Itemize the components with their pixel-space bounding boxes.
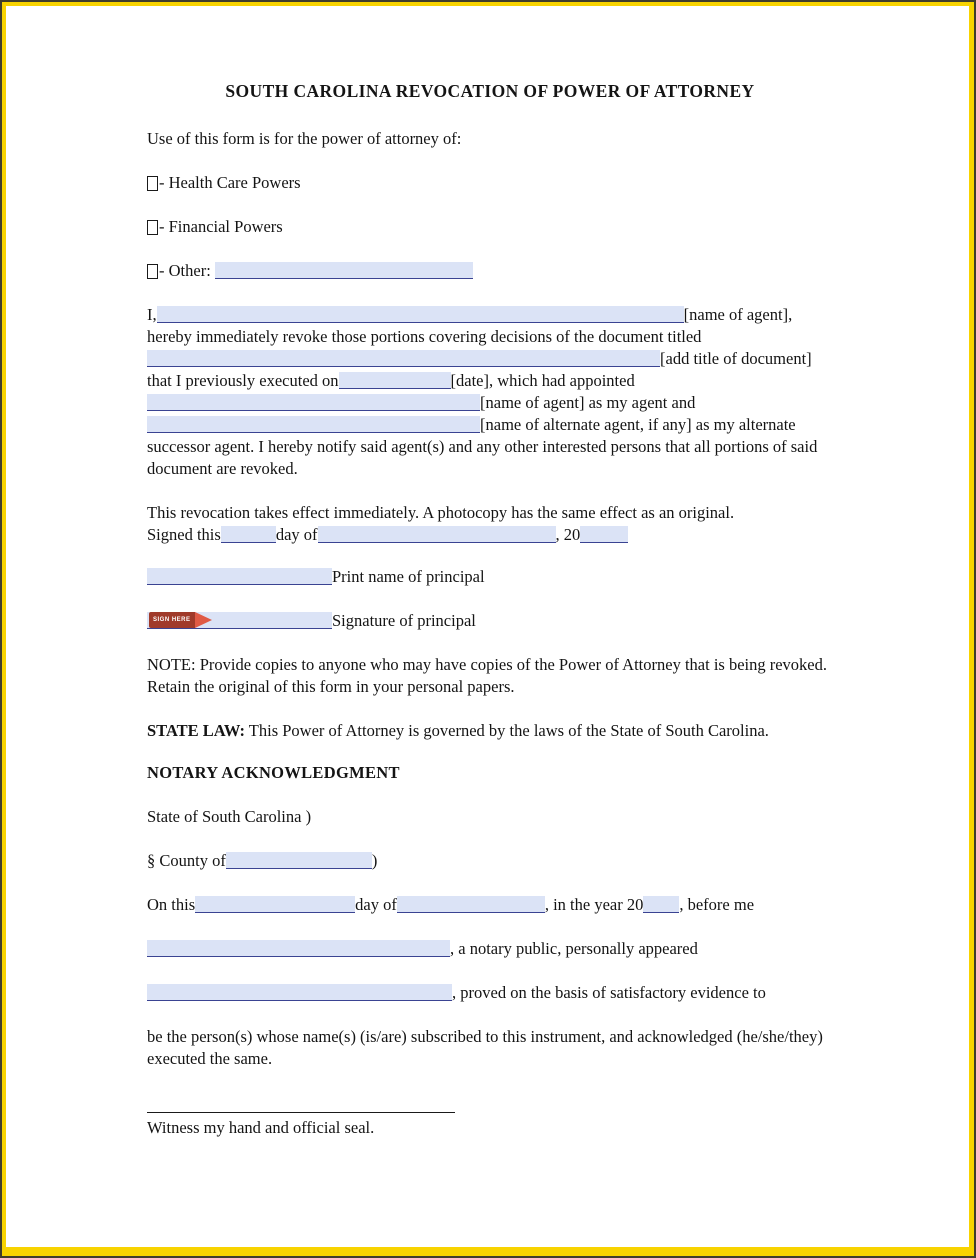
text-segment: Signed this	[147, 525, 221, 544]
signature-row	[147, 610, 833, 632]
option-other-label: - Other:	[159, 261, 211, 280]
print-name-row	[147, 566, 833, 588]
option-health-care-label: - Health Care Powers	[159, 173, 301, 192]
appeared-line	[147, 982, 833, 1004]
text-segment: )	[371, 851, 378, 870]
notary-heading: NOTARY ACKNOWLEDGMENT	[147, 763, 400, 782]
option-other	[147, 260, 833, 282]
document-title-field[interactable]	[147, 350, 660, 367]
text-segment: , proved on the basis of satisfactory evidence to	[452, 983, 766, 1002]
text-segment: day of	[355, 895, 397, 914]
signed-year-field[interactable]	[580, 526, 628, 543]
notary-month-field[interactable]	[397, 896, 545, 913]
appointed-agent-field[interactable]	[147, 394, 480, 411]
signed-month-field[interactable]	[318, 526, 556, 543]
sign-here-arrow-icon	[195, 612, 212, 628]
signed-day-field[interactable]	[221, 526, 276, 543]
signature-label: Signature of principal	[332, 611, 476, 630]
text-segment: document] that I previously executed on	[147, 349, 812, 390]
other-checkbox[interactable]	[147, 264, 158, 279]
text-segment: , a notary public, personally appeared	[450, 939, 698, 958]
notary-name-field[interactable]	[147, 940, 450, 957]
text-segment: [name of agent] as my agent and	[480, 393, 696, 412]
text-segment: , in the year 20	[544, 895, 644, 914]
state-law-text: This Power of Attorney is governed by the laws of the State of South Carolina.	[248, 721, 769, 740]
financial-checkbox[interactable]	[147, 220, 158, 235]
text-segment: [name of agent],	[683, 305, 793, 324]
note-paragraph: NOTE: Provide copies to anyone who may have copies of the Power of Attorney that is being revoked. Retain the original of this form in your personal papers.	[147, 655, 828, 696]
text-segment: § County of	[147, 851, 226, 870]
text-segment: alternate successor agent. I hereby notify said agent(s) and any other interested persons that all portions of said document are revoked.	[147, 415, 818, 478]
signed-line	[147, 524, 833, 546]
sign-here-text: SIGN HERE	[149, 612, 195, 628]
execution-date-field[interactable]	[339, 372, 451, 389]
notary-state-line: State of South Carolina )	[147, 807, 312, 826]
alternate-agent-field[interactable]	[147, 416, 480, 433]
text-segment: [add title of	[660, 349, 737, 368]
state-law-label: STATE LAW:	[147, 721, 245, 740]
option-financial	[147, 216, 833, 238]
text-segment: I,	[147, 305, 157, 324]
signature-field[interactable]	[147, 612, 332, 629]
notary-name-line	[147, 938, 833, 960]
effect-line: This revocation takes effect immediately. A photocopy has the same effect as an original.	[147, 503, 735, 522]
notary-signature-line[interactable]	[147, 1112, 455, 1113]
text-segment: , 20	[555, 525, 581, 544]
other-description-field[interactable]	[215, 262, 473, 279]
county-field[interactable]	[226, 852, 372, 869]
notary-county-line	[147, 850, 833, 872]
notary-day-field[interactable]	[195, 896, 355, 913]
document-title: SOUTH CAROLINA REVOCATION OF POWER OF ATTORNEY	[225, 81, 755, 101]
intro-line: Use of this form is for the power of attorney of:	[147, 129, 462, 148]
text-segment: day of	[275, 525, 318, 544]
text-segment: On this	[147, 895, 196, 914]
sign-here-sticker	[149, 612, 212, 628]
print-name-label: Print name of principal	[332, 567, 485, 586]
print-name-field[interactable]	[147, 568, 332, 585]
notary-date-line	[147, 894, 833, 916]
health-care-checkbox[interactable]	[147, 176, 158, 191]
text-segment: hereby immediately revoke those portions covering decisions of the document titled	[147, 327, 702, 346]
revocation-paragraph	[147, 304, 833, 480]
option-health-care	[147, 172, 833, 194]
state-law-paragraph	[147, 720, 833, 742]
text-segment: [name of alternate agent, if any] as my	[480, 415, 735, 434]
acknowledge-paragraph: be the person(s) whose name(s) (is/are) subscribed to this instrument, and acknowledged (he/she/they) executed the same.	[147, 1027, 823, 1068]
notary-year-field[interactable]	[643, 896, 679, 913]
text-segment: [date], which had appointed	[450, 371, 635, 390]
text-segment: , before me	[679, 895, 755, 914]
option-financial-label: - Financial Powers	[159, 217, 283, 236]
appeared-name-field[interactable]	[147, 984, 452, 1001]
document-page	[6, 6, 969, 1247]
agent-name-field[interactable]	[157, 306, 684, 323]
witness-line: Witness my hand and official seal.	[147, 1118, 375, 1137]
document-content	[147, 80, 833, 1139]
